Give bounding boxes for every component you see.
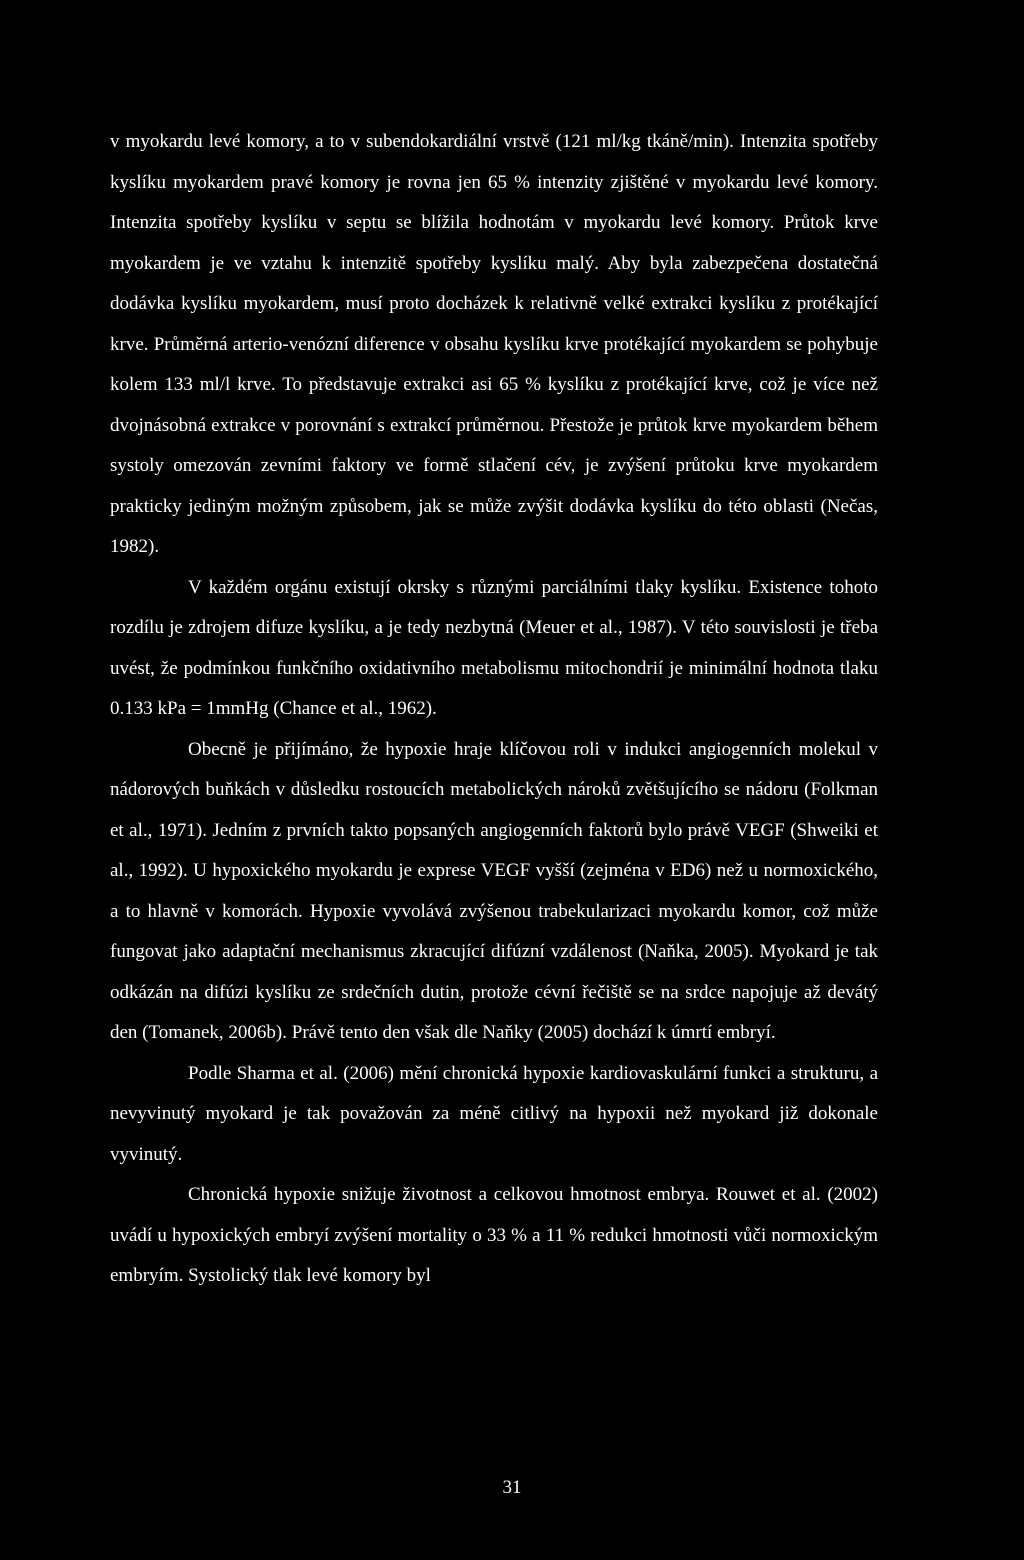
- paragraph-5: Chronická hypoxie snižuje životnost a celkovou hmotnost embrya. Rouwet et al. (2002) uvádí u hypoxických embryí zvýšení mortality o 33 % a 11 % redukci hmotnosti vůči normoxickým embryím. Systolický tlak levé komory byl: [110, 1184, 878, 1286]
- paragraph-4: Podle Sharma et al. (2006) mění chronická hypoxie kardiovaskulární funkci a strukturu, a nevyvinutý myokard je tak považován za méně citlivý na hypoxii než myokard již dokonale vyvinutý.: [110, 1062, 878, 1165]
- page-number: 31: [502, 1477, 522, 1498]
- paragraph-3: Obecně je přijímáno, že hypoxie hraje klíčovou roli v indukci angiogenních molekul v nádorových buňkách v důsledku rostoucích metabolických nároků zvětšujícího se nádoru (Folkman et al., 1971). Jedním z prvních takto popsaných angiogenních faktorů bylo právě VEGF (Shweiki et al., 1992). U hypoxického myokardu je exprese VEGF vyšší (zejména v ED6) než u normoxického, a to hlavně v komorách. Hypoxie vyvolává zvýšenou trabekularizaci myokardu komor, což může fungovat jako adaptační mechanismus zkracující difúzní vzdálenost (Naňka, 2005). Myokard je tak odkázán na difúzi kyslíku ze srdečních dutin, protože cévní řečiště se na srdce napojuje až devátý den (Tomanek, 2006b). Právě tento den však dle Naňky (2005) dochází k úmrtí embryí.: [110, 738, 878, 1043]
- document-body: [110, 122, 878, 1297]
- paragraph-1: v myokardu levé komory, a to v subendokardiální vrstvě (121 ml/kg tkáně/min). Intenzita spotřeby kyslíku myokardem pravé komory je rovna jen 65 % intenzity zjištěné v myokardu levé komory. Intenzita spotřeby kyslíku v septu se blížila hodnotám v myokardu levé komory. Průtok krve myokardem je ve vztahu k intenzitě spotřeby kyslíku malý. Aby byla zabezpečena dostatečná dodávka kyslíku myokardem, musí proto docházek k relativně velké extrakci kyslíku z protékající krve. Průměrná arterio-venózní diference v obsahu kyslíku krve protékající myokardem se pohybuje kolem 133 ml/l krve. To představuje extrakci asi 65 % kyslíku z protékající krve, což je více než dvojnásobná extrakce v porovnání s extrakcí průměrnou. Přestože je průtok krve myokardem během systoly omezován zevními faktory ve formě stlačení cév, je zvýšení průtoku krve myokardem prakticky jediným možným způsobem, jak se může zvýšit dodávka kyslíku do této oblasti (Nečas, 1982).: [110, 131, 878, 557]
- paragraph-2: V každém orgánu existují okrsky s různými parciálními tlaky kyslíku. Existence tohoto rozdílu je zdrojem difuze kyslíku, a je tedy nezbytná (Meuer et al., 1987). V této souvislosti je třeba uvést, že podmínkou funkčního oxidativního metabolismu mitochondrií je minimální hodnota tlaku 0.133 kPa = 1mmHg (Chance et al., 1962).: [110, 576, 878, 719]
